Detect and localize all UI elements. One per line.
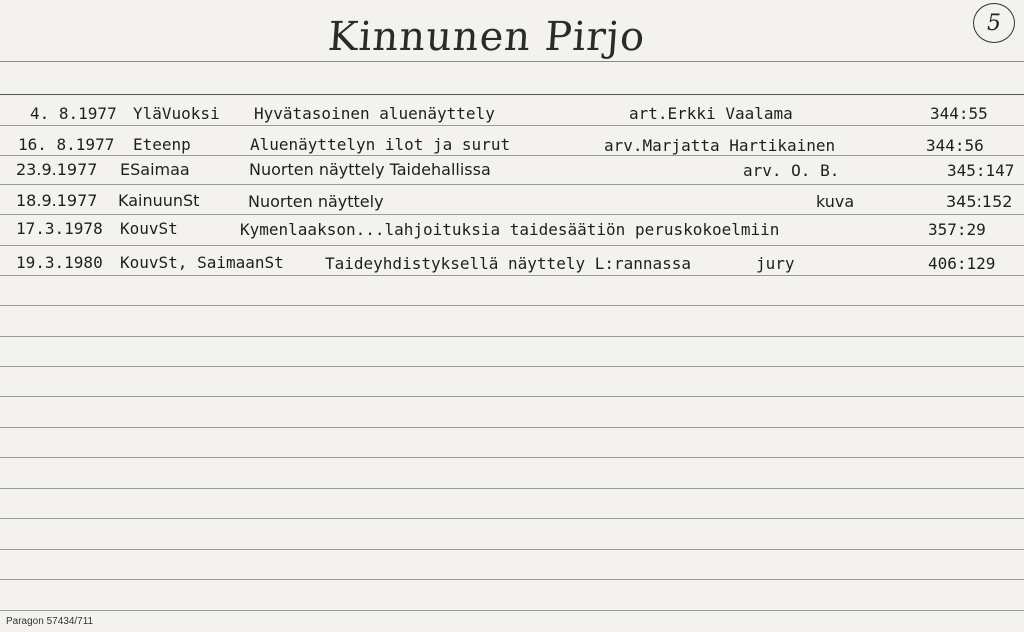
entry-date: 16. 8.1977 (18, 135, 115, 154)
entry-ref: 344:55 (930, 104, 988, 123)
entry-source: KouvSt, SaimaanSt (120, 253, 284, 272)
entry-title: Nuorten näyttely (248, 192, 384, 211)
row-rule (0, 275, 1024, 276)
entry-ref: 406:129 (928, 254, 996, 273)
entry-ref: 344:56 (926, 136, 984, 155)
entry-source: ESaimaa (120, 160, 190, 179)
entry-note: art.Erkki Vaalama (629, 104, 793, 123)
entry-title: Kymenlaakson...lahjoituksia taidesäätiön peruskokoelmiin (240, 220, 780, 239)
entry-ref: 357:29 (928, 220, 986, 239)
entry-note: jury (756, 254, 795, 273)
row-rule (0, 305, 1024, 306)
row-rule (0, 579, 1024, 580)
entry-source: KainuunSt (118, 191, 200, 210)
entry-date: 19.3.1980 (16, 253, 103, 272)
entry-title: Hyvätasoinen aluenäyttely (254, 104, 495, 123)
entry-title: Taideyhdistyksellä näyttely L:rannassa (325, 254, 692, 273)
row-rule (0, 427, 1024, 428)
row-rule (0, 184, 1024, 185)
header-rule (0, 94, 1024, 95)
entry-note: kuva (816, 192, 855, 211)
entry-date: 23.9.1977 (16, 160, 98, 179)
entry-title: Aluenäyttelyn ilot ja surut (250, 135, 511, 154)
row-rule (0, 214, 1024, 215)
entry-date: 18.9.1977 (16, 191, 98, 210)
handwritten-name: Kinnunen Pirjo (326, 14, 647, 60)
row-rule (0, 336, 1024, 337)
entry-note: arv. O. B. (743, 161, 840, 180)
entry-ref: 345:147 (947, 161, 1015, 180)
row-rule (0, 396, 1024, 397)
row-rule (0, 245, 1024, 246)
row-rule (0, 125, 1024, 126)
row-rule (0, 610, 1024, 611)
row-rule (0, 488, 1024, 489)
row-rule (0, 549, 1024, 550)
entry-title: Nuorten näyttely Taidehallissa (249, 160, 491, 179)
entry-ref: 345:152 (946, 192, 1013, 211)
top-rule (0, 61, 1024, 62)
card-number: 5 (973, 3, 1015, 43)
row-rule (0, 457, 1024, 458)
entry-date: 17.3.1978 (16, 219, 103, 238)
entry-source: KouvSt (120, 219, 178, 238)
entry-note: arv.Marjatta Hartikainen (604, 136, 836, 155)
card-footer: Paragon 57434/711 (6, 616, 94, 627)
entry-source: YläVuoksi (133, 104, 220, 123)
row-rule (0, 518, 1024, 519)
row-rule (0, 366, 1024, 367)
row-rule (0, 155, 1024, 156)
entry-source: Eteenp (133, 135, 191, 154)
entry-date: 4. 8.1977 (30, 104, 117, 123)
